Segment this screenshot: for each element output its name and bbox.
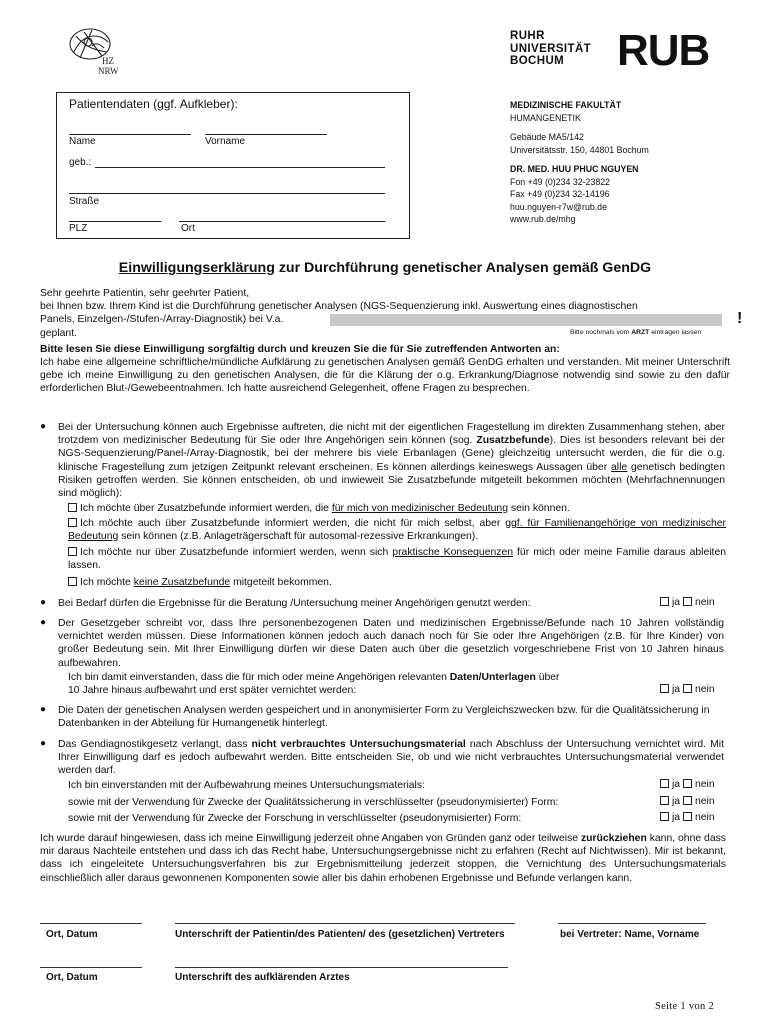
address: Universitätsstr. 150, 44801 Bochum [510,144,649,155]
geb-label: geb.: [69,157,92,168]
ort-datum-label-2: Ort, Datum [46,972,98,983]
fax: Fax +49 (0)234 32-14196 [510,189,610,199]
university-line-1: RUHR [510,30,545,42]
opt2-b: sein können (z.B. Anlageträgerschaft für autosomal-rezessive Erkrankungen). [118,531,479,543]
s5-line3: sowie mit der Verwendung für Zwecke der Forschung in verschlüsselter (pseudonymisierter) Form: [68,813,522,824]
arzt-signature-label: Unterschrift des aufklärenden Arztes [175,972,350,983]
s5-bold: nicht verbrauchtes Untersuchungsmaterial [251,739,466,750]
s5c-ja-checkbox[interactable] [660,812,669,821]
s3-bold: Daten/Unterlagen [449,672,536,683]
instructions-bold: Bitte lesen Sie diese Einwilligung sorgfältig durch und kreuzen Sie die für Sie zutreffenden Antworten an: [40,344,560,355]
option-3[interactable] [68,546,726,572]
s5-b: nach Abschluss der Untersuchung vernichtet wird. Mit Ihrer Einwilligung darf es jedoch aufbewahrt werden. Bitte entscheiden Sie, ob und wie nicht verbrauchtes Untersuchungsmaterial verwendet werden darf. [58,739,724,777]
page-number: Seite 1 von 2 [655,1001,715,1012]
s2-nein-checkbox[interactable] [683,597,692,606]
section2-yes-no[interactable] [660,597,715,608]
opt1-u: für mich von medizinischer Bedeutung [331,503,508,514]
opt1-b: sein können. [507,503,570,514]
patient-signature-line[interactable] [175,923,515,924]
opt3-u: praktische Konsequenzen [392,547,514,558]
option-4-checkbox[interactable] [68,577,77,586]
opt4-a: Ich möchte [80,577,134,588]
option-4[interactable] [68,576,726,589]
s5-line3-yes-no[interactable] [660,812,715,823]
section5-text [58,738,724,778]
bullet-5: ● [40,738,47,749]
opt1-a: Ich möchte über Zusatzbefunde informiert werden, die [80,503,332,514]
title-underlined: Einwilligungserklärung [118,260,275,276]
s3-ja-checkbox[interactable] [660,684,669,693]
plz-label: PLZ [69,223,88,234]
university-line-2: UNIVERSITÄT [510,42,592,55]
faculty-info [510,99,649,226]
s2-ja-checkbox[interactable] [660,597,669,606]
ort-datum-label-1: Ort, Datum [46,929,98,940]
section3-consent-2: 10 Jahre hinaus aufbewahrt und erst später vernichtet werden: [68,685,357,696]
rub-logo-text: RUB [617,26,710,75]
s5b-ja: ja [672,796,681,807]
suspected-diagnosis-field[interactable] [330,314,722,326]
intro-line-2: Panels, Einzelgen-/Stufen-/Array-Diagnostik) bei V.a. [40,314,284,326]
s3-b: über [535,672,560,683]
s5c-ja: ja [672,812,681,823]
patient-box-title: Patientendaten (ggf. Aufkleber): [69,97,238,111]
section3-text: Der Gesetzgeber schreibt vor, dass Ihre personenbezogenen Daten und medizinischen Ergebnisse/Befunde nach 10 Jahren vollständig vernichtet werden müssen. Diese Informationen können jedoch auch danach noch für Sie oder Ihre Angehörigen (z.B. für Ihre Kinder) von großer Bedeutung sein. Mit Ihrer Einwilligung dürfen wir diese Daten auch über die gesetzlich vorgeschriebene Frist von 10 Jahren hinaus aufbewahren. [58,618,724,669]
section1-text [58,421,725,500]
department-name: HUMANGENETIK [510,112,581,123]
vertreter-line[interactable] [558,923,706,924]
exclamation-mark: ! [737,310,743,327]
name-label: Name [69,136,96,147]
nrw-text: NRW [98,66,119,76]
hz-nrw-logo [62,22,138,78]
section2-text: Bei Bedarf dürfen die Ergebnisse für die Beratung /Untersuchung meiner Angehörigen genutzt werden: [58,598,531,609]
strasse-line[interactable] [69,193,385,194]
vorname-label: Vorname [205,136,246,147]
arzt-signature-line[interactable] [175,967,508,968]
doctor-hint [570,329,701,336]
s3-a: Ich bin damit einverstanden, dass die für mich oder meine Angehörigen relevanten [68,672,450,683]
closing-b: kann, ohne dass mir daraus Nachteile entstehen und dass ich das Recht habe, Untersuchungsergebnisse nicht zu erfahren (Recht auf Nichtwissen). Mir ist bekannt, dass ich eingeleitete Untersuchungsverfahren bis zur Ergebnismitteilung jederzeit stoppen, die Vernichtung des Untersuchungsmaterials einschließlich aller daraus gewonnenen Komponenten sowie aller bis dahin erhobenen Ergebnisse und Befunde verlangen kann. [40,833,726,884]
phone: Fon +49 (0)234 32-23822 [510,176,611,187]
s5a-ja-checkbox[interactable] [660,779,669,788]
closing-a: Ich wurde darauf hingewiesen, dass ich meine Einwilligung jederzeit ohne Angaben von Gründen ganz oder teilweise [40,833,581,844]
s5a-nein-checkbox[interactable] [683,779,692,788]
section3-consent [68,671,728,684]
university-line-3: BOCHUM [510,55,565,67]
option-2-checkbox[interactable] [68,518,77,527]
s1-p1: Bei der Untersuchung können auch Ergebnisse auftreten, die nicht mit der eigentlichen Fragestellung im direkten Zusammenhang stehen, aber trotzdem von medizinischer Bedeutung für Sie oder Ihre Angehörigen sein können (sog. [58,422,725,447]
closing-text [40,832,726,885]
hint-post: eintragen lassen [649,329,702,336]
s5a-ja: ja [672,779,681,790]
web-link[interactable]: www.rub.de/mhg [510,214,576,224]
intro-line-1: bei Ihnen bzw. Ihrem Kind ist die Durchführung genetischer Analysen (NGS-Sequenzierung inkl. Auswertung eines diagnostischen [40,301,638,313]
university-name [510,30,591,68]
s1-p1-end: genetisch bedingten Risiken getroffen werden. Sie können entscheiden, ob und inwieweit Sie Zusatzbefunde mitgeteilt bekommen möchten (Mehrfachnennungen sind möglich): [58,461,725,500]
rub-logo [617,28,709,74]
s3-nein-checkbox[interactable] [683,684,692,693]
s5c-nein: nein [694,812,715,823]
document-title [40,260,730,276]
faculty-name: MEDIZINISCHE FAKULTÄT [510,100,622,110]
s2-ja: ja [672,597,681,608]
s5b-nein-checkbox[interactable] [683,796,692,805]
s5-line1: Ich bin einverstanden mit der Aufbewahrung meines Untersuchungsmaterials: [68,780,425,791]
strasse-label: Straße [69,196,100,207]
option-1-checkbox[interactable] [68,503,77,512]
bullet-1: ● [40,421,47,432]
opt4-b: mitgeteilt bekommen. [230,577,332,588]
option-3-checkbox[interactable] [68,547,77,556]
patient-data-box [56,92,410,239]
ort-line[interactable] [179,221,385,222]
hint-bold: ARZT [631,329,650,336]
s1-p1-rest: ). Dies ist besonders relevant bei der NGS-Sequenzierung/Panel-/Array-Diagnostik, bei der mehrere bis viele Erbanlagen (Gene) gleichzeitig untersucht werden, die für die o.g. klinische Fragestellung zum jetzigen Zeitpunkt relevant erscheinen. Es können allerdings keineswegs Aussagen über [58,435,726,473]
opt2-a: Ich möchte auch über Zusatzbefunde informiert werden, die nicht für mich selbst, aber [80,518,506,529]
instructions-text: Ich habe eine allgemeine schriftliche/mündliche Aufklärung zu genetischen Analysen gemäß GenDG erhalten und verstanden. Mit meiner Unterschrift gebe ich meine Einwilligung zu den genetischen Analysen, die für die Klärung der o.g. Erkrankung/Diagnose notwendig sind sowie zu den dafür erforderlichen Blut-/Gewebeentnahmen. Ich hatte ausreichend Gelegenheit, offene Fragen zu besprechen. [40,357,730,395]
opt3-a: Ich möchte nur über Zusatzbefunde informiert werden, wenn sich [80,547,393,558]
s5-line1-yes-no[interactable] [660,779,715,790]
section3-yes-no[interactable] [660,684,715,695]
option-1[interactable] [68,502,728,515]
title-rest: zur Durchführung genetischer Analysen gemäß GenDG [274,260,652,276]
plz-line[interactable] [69,221,161,222]
email-link[interactable]: huu.nguyen-r7w@rub.de [510,201,607,212]
s5-a: Das Gendiagnostikgesetz verlangt, dass [58,739,252,750]
geb-line[interactable] [95,167,385,168]
s3-nein: nein [694,684,715,695]
hz-text: HZ [102,56,114,66]
s2-nein: nein [694,597,715,608]
name-line[interactable] [69,134,191,135]
s1-p1-bold: Zusatzbefunde [476,435,550,447]
patient-signature-label: Unterschrift der Patientin/des Patienten/ des (gesetzlichen) Vertreters [175,929,505,940]
ort-datum-line-1[interactable] [40,923,142,924]
intro-line-3: geplant. [40,327,77,339]
s5b-ja-checkbox[interactable] [660,796,669,805]
bullet-4: ● [40,704,47,715]
greeting: Sehr geehrte Patientin, sehr geehrter Patient, [40,288,250,299]
s5-line2-yes-no[interactable] [660,796,715,807]
ort-label: Ort [181,223,195,234]
s5c-nein-checkbox[interactable] [683,812,692,821]
hint-pre: Bitte nochmals vom [570,329,632,336]
doctor-name: DR. MED. HUU PHUC NGUYEN [510,164,639,174]
s5b-nein: nein [694,796,715,807]
s5-line2: sowie mit der Verwendung für Zwecke der Qualitätssicherung in verschlüsselter (pseudonymisierter) Form: [68,797,559,808]
opt3-b: für mich oder meine Familie daraus ableiten lassen. [68,547,726,572]
bullet-3: ● [40,617,47,628]
s1-p1-u: alle [611,461,628,473]
option-2[interactable] [68,517,726,543]
bullet-2: ● [40,597,47,608]
s3-ja: ja [672,684,681,695]
section4-text: Die Daten der genetischen Analysen werden gespeichert und in anonymisierter Form zu Vergleichszwecken bzw. für die Qualitätssicherung in Datenbanken in der Abteilung für Humangenetik hinterlegt. [58,705,710,730]
opt2-u: ggf. für Familienangehörige von medizinischer Bedeutung [68,518,726,543]
ort-datum-line-2[interactable] [40,967,142,968]
vorname-line[interactable] [205,134,327,135]
opt4-u: keine Zusatzbefunde [133,577,231,588]
vertreter-label: bei Vertreter: Name, Vorname [560,929,700,940]
building: Gebäude MA5/142 [510,132,584,142]
closing-bold: zurückziehen [580,833,647,844]
s5a-nein: nein [694,779,715,790]
